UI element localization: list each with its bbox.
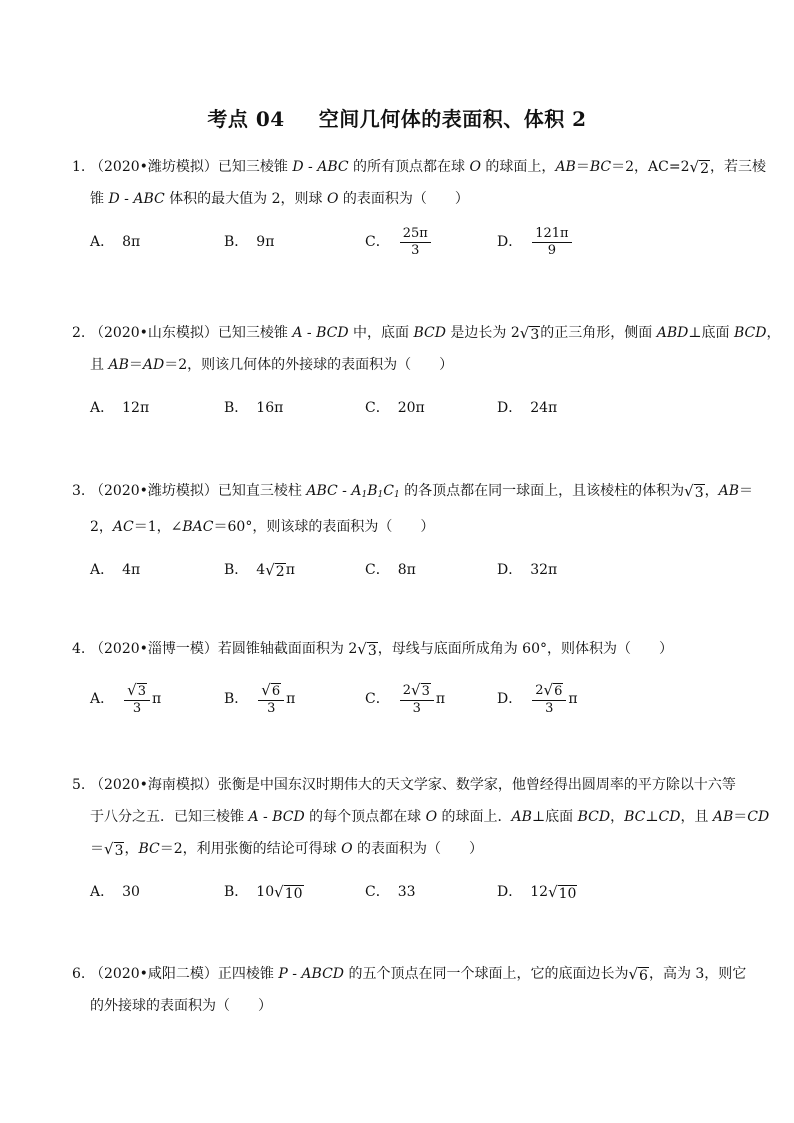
question-6: 6. （2020•咸阳二模）正四棱锥 P - ABCD 的五个顶点在同一个球面上，它的底面边长为 √ 6 ，高为 3，则它 的外接球的表面积为（ ） — [90, 958, 730, 1022]
option-a[interactable]: A． 4π — [90, 562, 141, 578]
option-b[interactable]: B． 10 √ 10 — [224, 882, 303, 902]
option-d[interactable]: D． $\frac{121\pi}{9}$ — [497, 225, 574, 259]
sqrt-expression: √ 3 — [104, 839, 124, 859]
sqrt-expression: √ 10 — [274, 882, 303, 902]
option-d[interactable]: D． 32π — [497, 562, 558, 578]
question-number: 3. — [72, 483, 86, 499]
sqrt-expression: √ 3 — [519, 323, 540, 343]
fraction: 2 √ 3 3 — [400, 681, 434, 717]
question-3: 3. （2020•潍坊模拟）已知直三棱柱 ABC - $A_1B_1C_1$ 的各顶点都在同一球面上，且该棱柱的体积为 √ 3 ，AB＝ 2，AC＝1，∠BAC＝60°，则该球的表面积为（ ） A． 4π B． 4 √ 2 π C． 8π D． 32π — [90, 475, 730, 587]
option-b[interactable]: B． √ 6 3 π — [224, 681, 296, 716]
fraction: 2 √ 6 3 — [532, 681, 566, 717]
question-5: 5. （2020•海南模拟）张衡是中国东汉时期伟大的天文学家、数学家，他曾经得出圆周率的平方除以十六等 于八分之五．已知三棱锥 A - BCD 的每个顶点都在球 O 的球面上．AB⊥底面 BCD，BC⊥CD，且 AB＝CD ＝ √ 3 ，BC＝2，利用张衡的结论可得球 O 的表面积为（ ） A． 30 B． 10 √ 10 C． 33 D． 12 √ 10 — [90, 769, 730, 909]
question-number: 6. — [72, 966, 86, 982]
answer-options — [90, 391, 730, 425]
answer-options — [90, 875, 730, 909]
answer-options — [90, 679, 730, 719]
page-title — [0, 103, 794, 132]
fraction: √ 6 3 — [258, 681, 284, 717]
sqrt-expression: √ 10 — [548, 882, 577, 902]
question-number: 1. — [72, 159, 86, 175]
answer-options — [90, 553, 730, 587]
option-a[interactable]: A． 8π — [90, 234, 141, 250]
option-b[interactable]: B． 16π — [224, 400, 284, 416]
option-c[interactable]: C． 2 √ 3 3 π — [365, 681, 446, 716]
question-2: 2. （2020•山东模拟）已知三棱锥 A - BCD 中，底面 BCD 是边长为 2 √ 3 的正三角形，侧面 ABD⊥底面 BCD， 且 AB＝AD＝2，则该几何体的外接球的表面积为（ ） A． 12π B． 16π C． 20π D． 24π — [90, 317, 730, 425]
sqrt-expression: √ 3 — [684, 481, 704, 501]
question-number: 4. — [72, 641, 86, 657]
answer-options — [90, 225, 730, 259]
title-part2: 空间几何体的表面积、体积 2 — [318, 107, 587, 131]
sqrt-expression: √ 2 — [265, 560, 285, 580]
option-d[interactable]: D． 12 √ 10 — [497, 882, 577, 902]
sqrt-expression: √ 3 — [357, 639, 377, 659]
question-number: 5. — [72, 777, 86, 793]
option-c[interactable]: C． $\frac{25\pi}{3}$ — [365, 225, 433, 259]
option-b[interactable]: B． 4 √ 2 π — [224, 560, 295, 580]
fraction: √ 3 3 — [124, 681, 150, 717]
option-d[interactable]: D． 24π — [497, 400, 558, 416]
sqrt-expression: √ 2 — [689, 157, 709, 177]
option-c[interactable]: C． 8π — [365, 562, 416, 578]
option-b[interactable]: B． 9π — [224, 234, 275, 250]
option-d[interactable]: D． 2 √ 6 3 π — [497, 681, 578, 716]
option-a[interactable]: A． 30 — [90, 884, 140, 900]
fraction: $\frac{25\pi}{3}$ — [400, 226, 431, 259]
title-part1: 考点 04 — [207, 107, 285, 131]
sqrt-expression: √ 6 — [628, 964, 648, 984]
option-a[interactable]: A． 12π — [90, 400, 150, 416]
fraction: $\frac{121\pi}{9}$ — [532, 226, 571, 259]
option-a[interactable]: A． √ 3 3 π — [90, 681, 162, 716]
option-c[interactable]: C． 33 — [365, 884, 416, 900]
question-4: 4. （2020•淄博一模）若圆锥轴截面面积为 2 √ 3 ，母线与底面所成角为 60°，则体积为（ ） A． √ 3 3 π B． √ 6 3 π C． 2 √ 3 3 π D． 2 √ 6 3 π — [90, 633, 730, 719]
option-c[interactable]: C． 20π — [365, 400, 425, 416]
question-number: 2. — [72, 325, 86, 341]
question-1: 1. （2020•潍坊模拟）已知三棱锥 D - ABC 的所有顶点都在球 O 的球面上，AB＝BC＝2，AC=2 √ 2 ，若三棱 锥 D - ABC 体积的最大值为 2，则球 O 的表面积为（ ） A． 8π B． 9π C． $\frac{25\pi}{3}$ D． $\frac{121\pi}{9}$ — [90, 151, 730, 259]
